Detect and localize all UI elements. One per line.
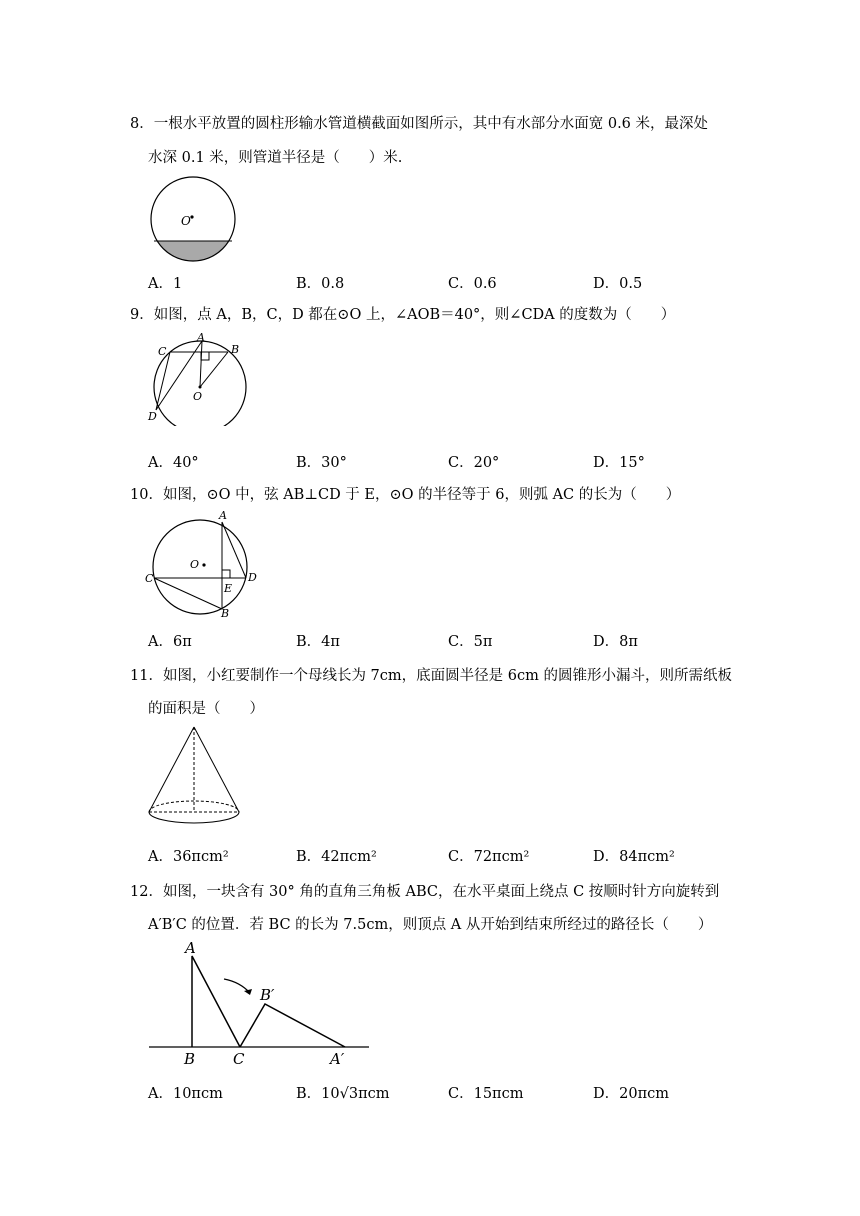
question-12-stem-line-2: A′B′C 的位置．若 BC 的长为 7.5cm，则顶点 A 从开始到结束所经过的路径长（ ） <box>148 917 713 933</box>
circle-chord-figure <box>144 508 264 624</box>
question-number: 11． <box>130 668 163 684</box>
question-number: 9． <box>130 307 154 323</box>
question-8-stem-line-1 <box>130 112 708 133</box>
option-a[interactable]: A．6π <box>148 634 192 650</box>
option-c[interactable]: C．20° <box>448 455 500 471</box>
option-d[interactable]: D．0.5 <box>593 276 643 292</box>
label-B-prime: B′ <box>260 986 275 1004</box>
option-a[interactable]: A．10πcm <box>148 1086 223 1102</box>
label-O: O <box>193 390 203 403</box>
question-text: 如图，点 A，B，C，D 都在⊙O 上，∠AOB＝40°，则∠CDA 的度数为（ ） <box>153 307 676 323</box>
center-point <box>199 386 202 389</box>
question-number: 12． <box>130 884 163 900</box>
label-A: A <box>219 509 227 522</box>
label-D: D <box>148 410 157 423</box>
arrow-head-icon <box>244 989 252 995</box>
option-b[interactable]: B．42πcm² <box>296 849 377 865</box>
center-point <box>190 215 193 218</box>
option-d[interactable]: D．84πcm² <box>593 849 675 865</box>
label-C: C <box>233 1050 245 1066</box>
label-C: C <box>145 572 154 585</box>
segment-cb <box>154 578 222 609</box>
option-c[interactable]: C．72πcm² <box>448 849 530 865</box>
option-b[interactable]: B．0.8 <box>296 276 345 292</box>
option-a[interactable]: A．40° <box>148 455 199 471</box>
option-a[interactable]: A．1 <box>148 276 183 292</box>
label-D: D <box>248 571 257 584</box>
pipe-cross-section-figure <box>146 176 240 264</box>
radius-oa <box>200 341 202 387</box>
base-front-arc <box>149 812 239 823</box>
option-d[interactable]: D．8π <box>593 634 638 650</box>
circle-angle-figure <box>142 332 254 426</box>
question-8-stem-line-2: 水深 0.1 米，则管道半径是（ ）米. <box>148 150 403 166</box>
question-10-stem-line-1 <box>130 483 680 504</box>
label-B: B <box>221 607 230 620</box>
question-11-stem-line-2: 的面积是（ ） <box>148 701 264 717</box>
option-d[interactable]: D．15° <box>593 455 645 471</box>
question-text: 一根水平放置的圆柱形输水管道横截面如图所示，其中有水部分水面宽 0.6 米，最深处 <box>153 116 709 132</box>
circle-o <box>153 520 247 614</box>
cone-figure <box>146 724 244 830</box>
cone-slant-right <box>194 727 239 812</box>
question-number: 8． <box>130 116 154 132</box>
triangle-apbpc <box>240 1004 345 1047</box>
chord-cd <box>156 352 170 410</box>
triangle-abc <box>192 956 240 1047</box>
option-b[interactable]: B．4π <box>296 634 340 650</box>
cone-slant-left <box>149 727 194 812</box>
radius-ob <box>200 352 228 387</box>
label-B: B <box>184 1050 196 1066</box>
label-O: O <box>190 558 200 571</box>
label-E: E <box>224 582 233 595</box>
option-c[interactable]: C．15πcm <box>448 1086 524 1102</box>
label-C: C <box>158 345 167 358</box>
option-a[interactable]: A．36πcm² <box>148 849 229 865</box>
question-9-stem-line-1 <box>130 303 675 324</box>
label-B: B <box>231 343 240 356</box>
option-b[interactable]: B．30° <box>296 455 347 471</box>
option-c[interactable]: C．5π <box>448 634 493 650</box>
label-A: A <box>197 332 205 344</box>
question-text: 如图，一块含有 30° 角的直角三角板 ABC，在水平桌面上绕点 C 按顺时针方向旋转到 <box>162 884 720 900</box>
question-number: 10． <box>130 487 163 503</box>
label-A-prime: A′ <box>330 1050 345 1066</box>
question-text: 如图，⊙O 中，弦 AB⊥CD 于 E，⊙O 的半径等于 6，则弧 AC 的长为（ ） <box>162 487 681 503</box>
question-text: 如图，小红要制作一个母线长为 7cm，底面圆半径是 6cm 的圆锥形小漏斗，则所需纸板 <box>162 668 732 684</box>
label-O: O <box>181 214 191 228</box>
question-12-stem-line-1 <box>130 880 719 901</box>
right-angle-mark <box>222 570 230 578</box>
option-c[interactable]: C．0.6 <box>448 276 497 292</box>
question-11-stem-line-1 <box>130 664 732 685</box>
option-d[interactable]: D．20πcm <box>593 1086 669 1102</box>
option-b[interactable]: B．10√3πcm <box>296 1086 390 1102</box>
rotation-triangle-figure <box>146 938 372 1066</box>
label-A: A <box>185 939 196 957</box>
right-angle-mark <box>201 352 209 360</box>
center-point <box>202 563 205 566</box>
